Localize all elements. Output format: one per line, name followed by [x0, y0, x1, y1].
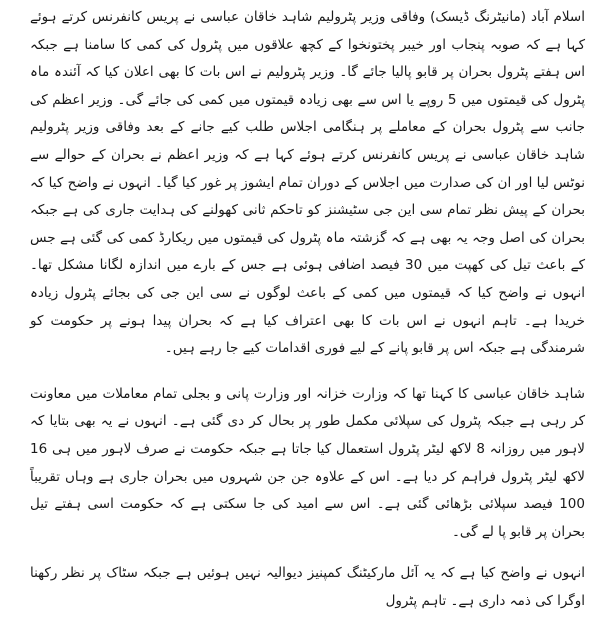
article-body [30, 4, 585, 629]
article-paragraph-1: اسلام آباد (مانیٹرنگ ڈیسک) وفاقی وزیر پٹرولیم شاہد خاقان عباسی نے پریس کانفرنس کرتے ہوئے کہا ہے کہ صوبہ پنجاب اور خیبر پختونخوا کے کچھ علاقوں میں پٹرول کی کمی کا سامنا ہے جبکہ اس ہفتے پٹرول بحران پر قابو پالیا جائے گا۔ وزیر پٹرولیم نے اس بات کا بھی اعلان کیا کہ آئندہ ماہ پٹرول کی قیمتوں میں 5 روپے یا اس سے بھی زیادہ قیمتوں میں کمی کی جائے گی۔ وزیر اعظم کی جانب سے پٹرول بحران کے معاملے پر ہنگامی اجلاس طلب کیے جانے کے بعد وفاقی وزیر پٹرولیم شاہد خاقان عباسی نے پریس کانفرنس کرتے ہوئے کہا ہے کہ وزیر اعظم نے بحران کے حوالے سے نوٹس لیا اور ان کی صدارت میں اجلاس کے دوران تمام ایشوز پر غور کیا گیا۔ انہوں نے واضح کیا کہ بحران کے پیش نظر تمام سی این جی سٹیشنز کو تاحکم ثانی کھولنے کی ہدایت جاری کی ہے جبکہ بحران کی اصل وجہ یہ بھی ہے کہ گزشتہ ماہ پٹرول کی قیمتوں میں ریکارڈ کمی کی گئی ہے جس کے باعث تیل کی کھپت میں 30 فیصد اضافی ہوئی ہے جس کے بارے میں اندازہ لگانا مشکل تھا۔ انہوں نے واضح کیا کہ قیمتوں میں کمی کے باعث لوگوں نے سی این جی کی بجائے پٹرول زیادہ خریدا ہے۔ تاہم انہوں نے اس بات کا بھی اعتراف کیا ہے کہ بحران پیدا ہونے پر حکومت کو شرمندگی ہے جبکہ اس پر قابو پانے کے لیے فوری اقدامات کیے جا رہے ہیں۔ [30, 9, 586, 357]
article-paragraph-2: شاہد خاقان عباسی کا کہنا تھا کہ وزارت خزانہ اور وزارت پانی و بجلی تمام معاملات میں معاونت کر رہی ہے جبکہ پٹرول کی سپلائی مکمل طور پر بحال کر دی گئی ہے۔ انہوں نے یہ بھی بتایا کہ لاہور میں روزانہ 8 لاکھ لیٹر پٹرول استعمال کیا جاتا ہے جبکہ حکومت نے صرف لاہور میں ہی 16 لاکھ لیٹر پٹرول فراہم کر دیا ہے۔ اس کے علاوہ جن جن شہروں میں بحران جاری ہے وہاں تقریباً 100 فیصد سپلائی بڑھائی گئی ہے۔ اس سے امید کی جا سکتی ہے کہ حکومت اسی ہفتے تیل بحران پر قابو پا لے گی۔ [30, 385, 585, 540]
article-paragraph-3: انہوں نے واضح کیا ہے کہ یہ آئل مارکیٹنگ کمپنیز دیوالیہ نہیں ہوئیں ہے جبکہ سٹاک پر نظر رکھنا اوگرا کی ذمہ داری ہے۔ تاہم پٹرول [30, 565, 585, 609]
